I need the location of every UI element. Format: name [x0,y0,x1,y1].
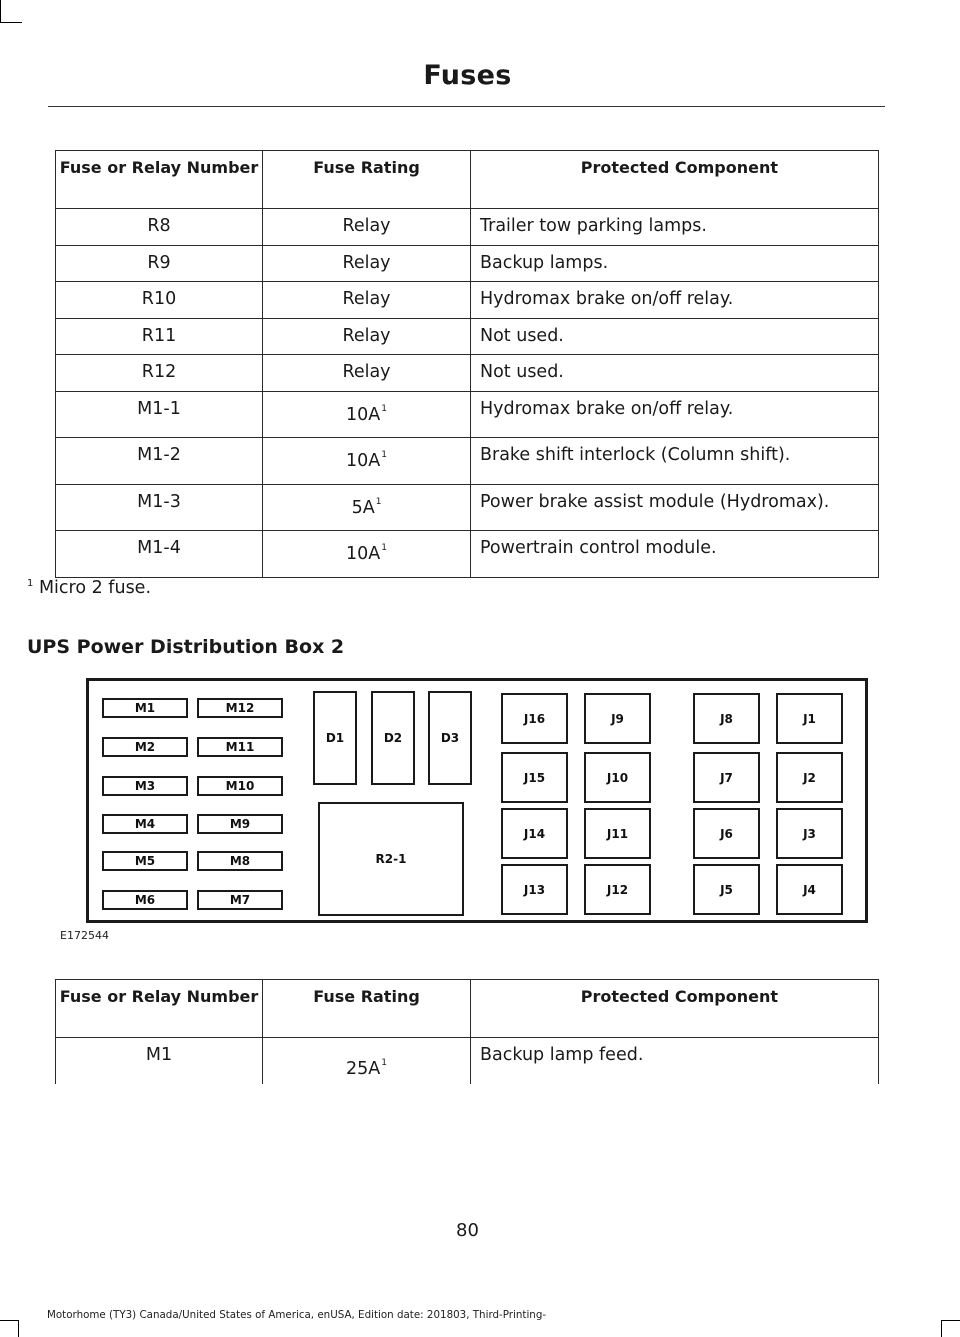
column-header-rating: Fuse Rating [263,980,471,1038]
crop-mark-bottom-right-v [941,1320,942,1337]
fuse-slot-j: J3 [776,808,843,859]
cell-rating [263,1038,471,1084]
fuse-slot-j: J11 [584,808,651,859]
cell-component: Brake shift interlock (Column shift). [471,438,879,485]
table-row [56,245,879,282]
cell-number: M1-3 [56,484,263,531]
fuse-slot-m: M9 [197,814,283,834]
fuse-table-1 [55,150,879,578]
cell-rating [263,438,471,485]
cell-number: M1-2 [56,438,263,485]
rating-value: 10A [346,544,381,564]
table-row [56,438,879,485]
page-number: 80 [456,1220,479,1241]
page-title: Fuses [423,60,512,91]
footnote-ref: 1 [381,543,387,553]
cell-number: R10 [56,282,263,319]
fuse-slot-j: J9 [584,693,651,744]
footnote-ref: 1 [375,496,382,507]
cell-number: M1-1 [56,391,263,438]
fuse-slot-j: J1 [776,693,843,744]
fuse-slot-m: M7 [197,890,283,910]
cell-rating: Relay [263,318,471,355]
cell-rating: Relay [263,245,471,282]
cell-rating [263,531,471,578]
fuse-slot-m: M8 [197,851,283,871]
fuse-slot-j: J6 [693,808,760,859]
rating-value: 10A [346,404,381,425]
diode-slot: D1 [313,691,357,785]
footnote [27,578,151,598]
rating-value: 25A [346,1059,381,1079]
cell-component: Not used. [471,318,879,355]
table-row [56,531,879,578]
cell-component: Not used. [471,355,879,392]
table-row [56,318,879,355]
relay-slot: R2-1 [318,802,464,916]
fuse-slot-j: J16 [501,693,568,744]
fuse-slot-m: M10 [197,776,283,796]
footnote-ref: 1 [381,450,387,460]
footnote-ref: 1 [381,1058,387,1068]
crop-mark-bottom-right [941,1320,960,1321]
column-header-rating: Fuse Rating [263,151,471,209]
cell-component: Powertrain control module. [471,531,879,578]
fuse-slot-j: J10 [584,752,651,803]
fuse-slot-m: M6 [102,890,188,910]
crop-mark-top-left-h [0,22,22,23]
cell-number: M1-4 [56,531,263,578]
cell-rating [263,484,471,531]
cell-number: R11 [56,318,263,355]
cell-rating: Relay [263,209,471,246]
column-header-number: Fuse or Relay Number [56,980,263,1038]
crop-mark-bottom-left [0,1320,18,1321]
cell-rating [263,391,471,438]
title-rule [48,106,885,107]
rating-value: 5A [351,497,375,518]
diode-slot: D3 [428,691,472,785]
footnote-text: Micro 2 fuse. [38,578,152,598]
fuse-slot-m: M12 [197,698,283,718]
cell-rating: Relay [263,355,471,392]
column-header-number: Fuse or Relay Number [56,151,263,209]
cell-component: Backup lamps. [471,245,879,282]
fuse-slot-j: J7 [693,752,760,803]
section-heading: UPS Power Distribution Box 2 [27,636,345,658]
table-row [56,355,879,392]
footnote-marker: 1 [27,578,34,589]
figure-code: E172544 [60,929,109,942]
crop-mark-bottom-left-v [18,1320,19,1337]
cell-number: R9 [56,245,263,282]
diode-slot: D2 [371,691,415,785]
column-header-component: Protected Component [471,151,879,209]
fuse-slot-j: J5 [693,864,760,915]
cell-number: R12 [56,355,263,392]
table-header-row [56,151,879,209]
fuse-slot-j: J2 [776,752,843,803]
fuse-slot-m: M11 [197,737,283,757]
cell-rating: Relay [263,282,471,319]
table-row [56,391,879,438]
power-distribution-box-diagram [86,678,868,923]
fuse-slot-j: J8 [693,693,760,744]
cell-component: Backup lamp feed. [471,1038,879,1084]
table-row [56,282,879,319]
fuse-slot-m: M3 [102,776,188,796]
crop-mark-top-left [0,0,1,22]
footnote-ref: 1 [381,403,387,414]
fuse-slot-j: J15 [501,752,568,803]
fuse-slot-j: J4 [776,864,843,915]
cell-component: Trailer tow parking lamps. [471,209,879,246]
table-row [56,209,879,246]
rating-value: 10A [346,451,381,471]
table-row [56,1038,879,1084]
cell-component: Power brake assist module (Hydromax). [471,484,879,531]
fuse-slot-m: M4 [102,814,188,834]
cell-number: R8 [56,209,263,246]
cell-component: Hydromax brake on/off relay. [471,391,879,438]
cell-component: Hydromax brake on/off relay. [471,282,879,319]
fuse-slot-j: J12 [584,864,651,915]
column-header-component: Protected Component [471,980,879,1038]
fuse-slot-m: M1 [102,698,188,718]
fuse-slot-j: J13 [501,864,568,915]
fuse-slot-m: M2 [102,737,188,757]
table-header-row [56,980,879,1038]
fuse-slot-j: J14 [501,808,568,859]
fuse-table-2 [55,979,879,1084]
fuse-slot-m: M5 [102,851,188,871]
cell-number: M1 [56,1038,263,1084]
edition-footer: Motorhome (TY3) Canada/United States of America, enUSA, Edition date: 201803, Third-Printing- [47,1309,547,1321]
table-row [56,484,879,531]
